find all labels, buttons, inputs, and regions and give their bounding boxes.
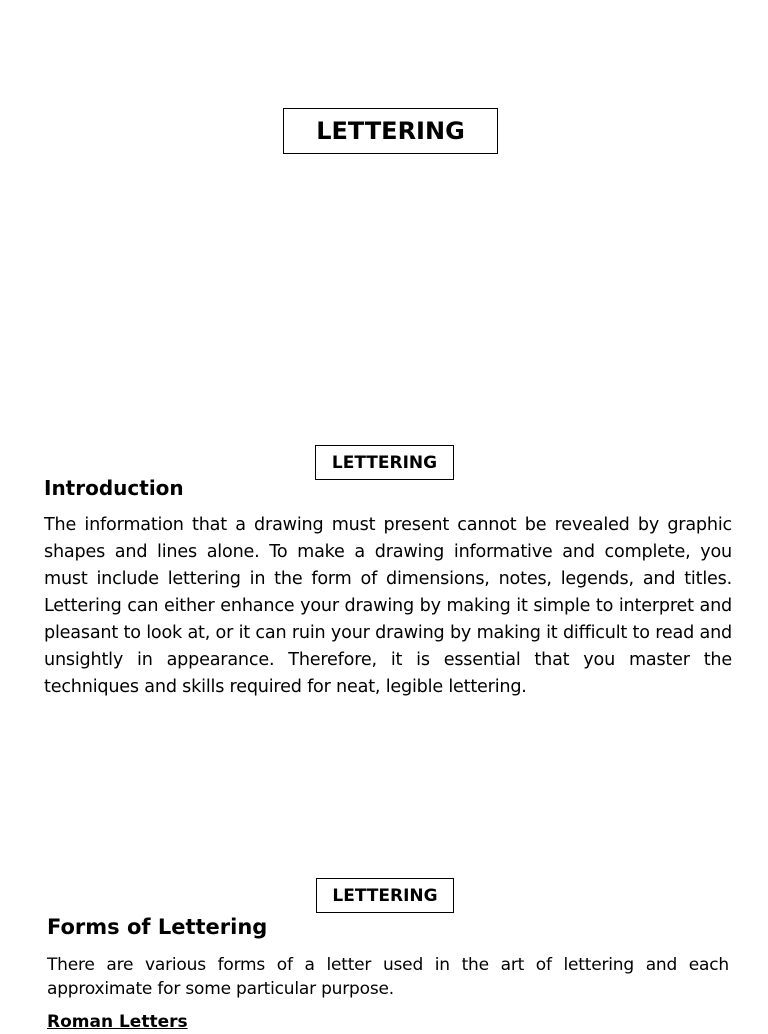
- slide-title-box: [315, 445, 454, 480]
- slide-title: LETTERING: [331, 452, 438, 473]
- subheading-roman-letters: Roman Letters: [47, 1012, 188, 1032]
- slide-title-box: [316, 878, 454, 913]
- introduction-paragraph: The information that a drawing must present cannot be revealed by graphic shapes and lines alone. To make a drawing informative and complete, you must include lettering in the form of dimensions, notes, legends, and titles. Lettering can either enhance your drawing by making it simple to interpret and pleasant to look at, or it can ruin your drawing by making it difficult to read and unsightly in appearance. Therefore, it is essential that you master the techniques and skills required for neat, legible lettering.: [44, 515, 732, 697]
- section-heading-forms-of-lettering: Forms of Lettering: [47, 915, 268, 939]
- slide-title: LETTERING: [332, 885, 438, 906]
- forms-of-lettering-paragraph: There are various forms of a letter used in the art of lettering and each approximate for some particular purpose.: [47, 955, 729, 999]
- section-heading-introduction: Introduction: [44, 476, 184, 500]
- slide-title: LETTERING: [316, 117, 465, 145]
- slide-title-box: [283, 108, 498, 154]
